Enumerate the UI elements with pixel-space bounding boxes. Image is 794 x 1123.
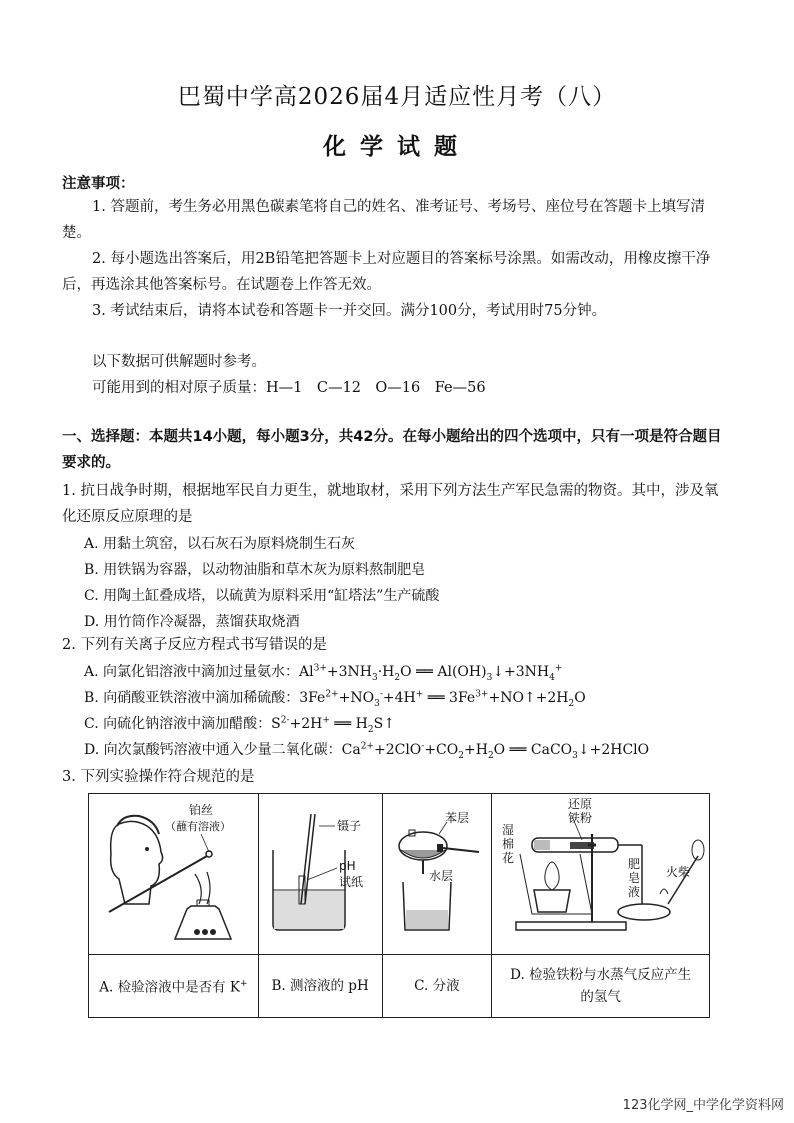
figure-b-cell xyxy=(258,794,382,955)
question-3-stem: 3. 下列实验操作符合规范的是 xyxy=(62,769,255,785)
question-2-option-a-equation: $Al^{3+}+3NH_3\cdot H_2O$ ══ $Al(OH)_3↓+3NH_4^+$ xyxy=(299,663,563,683)
question-1-option-a: A. 用黏土筑窑，以石灰石为原料烧制生石灰 xyxy=(84,536,356,552)
label-test-paper: 试纸 xyxy=(338,875,363,889)
question-2-option-a-text: A. 向氯化铝溶液中滴加过量氨水： xyxy=(84,664,300,680)
question-2-option-d-equation: $Ca^{2+}+2ClO^-+CO_2+H_2O$ ══ CaCO$_3$↓+2HClO xyxy=(341,741,650,761)
notice-item-2: 2. 每小题选出答案后，用2B铅笔把答题卡上对应题目的答案标号涂黑。如需改动，用橡皮擦干净后，再选涂其他答案标号。在试题卷上作答无效。 xyxy=(62,251,711,293)
exam-title: 巴蜀中学高2026届4月适应性月考（八） xyxy=(177,84,617,110)
caption-d-line-2: 的氢气 xyxy=(580,989,621,1005)
label-soap-3: 液 xyxy=(628,885,641,899)
label-dipped-solution: （蘸有溶液） xyxy=(165,820,231,833)
label-ph: pH xyxy=(338,859,356,873)
caption-d xyxy=(492,955,710,1018)
label-flower: 花 xyxy=(502,851,515,865)
notice-item-3: 3. 考试结束后，请将本试卷和答题卡一并交回。满分100分，考试用时75分钟。 xyxy=(92,303,607,319)
label-wet: 湿 xyxy=(502,823,515,837)
question-2-option-c-text: C. 向硫化钠溶液中滴加醋酸： xyxy=(84,716,272,732)
notice-heading: 注意事项： xyxy=(62,176,135,192)
figure-b-ph-test xyxy=(259,794,381,950)
data-note-line-1: 以下数据可供解题时参考。 xyxy=(92,354,266,370)
figure-a-flame-test xyxy=(89,794,257,950)
question-2-option-c xyxy=(84,713,395,735)
label-soap-1: 肥 xyxy=(628,857,641,871)
figure-c-cell xyxy=(382,794,492,955)
question-2-option-b-equation: $3Fe^{2+}+NO_3^-+4H^+$ ══ $3Fe^{3+}+NO↑+2H_2O$ xyxy=(299,689,586,709)
label-platinum-wire: 铂丝 xyxy=(189,803,214,817)
question-1-option-c: C. 用陶土缸叠成塔，以硫黄为原料采用“缸塔法”生产硫酸 xyxy=(84,588,440,604)
question-2-option-a xyxy=(84,661,562,683)
experiment-table xyxy=(88,793,710,1018)
caption-a-text: A. 检验溶液中是否有 K xyxy=(99,979,240,996)
label-match: 火柴 xyxy=(666,865,691,879)
figure-d-iron-steam xyxy=(492,794,708,950)
question-1-stem: 1. 抗日战争时期，根据地军民自力更生，就地取材，采用下列方法生产军民急需的物资。其中，涉及氧化还原反应原理的是 xyxy=(62,483,719,525)
exam-subtitle: 化学试题 xyxy=(323,133,471,160)
caption-a-sup: + xyxy=(239,979,248,990)
label-cotton: 棉 xyxy=(502,837,515,851)
figure-d-cell xyxy=(492,794,710,955)
label-water-layer: 水层 xyxy=(428,869,453,883)
label-soap-2: 皂 xyxy=(628,871,641,885)
label-reduced: 还原 xyxy=(568,797,593,811)
section-1-heading: 一、选择题：本题共14小题，每小题3分，共42分。在每小题给出的四个选项中，只有一项是符合题目要求的。 xyxy=(62,429,722,471)
data-note-line-2: 可能用到的相对原子质量：H—1 C—12 O—16 Fe—56 xyxy=(92,380,486,396)
question-2-option-d xyxy=(84,739,649,761)
question-2-option-c-equation: $S^{2-}+2H^+$ ══ $H_2S↑$ xyxy=(271,715,395,735)
figure-a-cell xyxy=(89,794,259,955)
question-2-option-b xyxy=(84,687,586,709)
question-1-option-d: D. 用竹筒作冷凝器，蒸馏获取烧酒 xyxy=(84,614,300,630)
label-iron-powder: 铁粉 xyxy=(568,811,593,825)
label-benzene-layer: 苯层 xyxy=(444,811,469,825)
question-1-option-b: B. 用铁锅为容器，以动物油脂和草木灰为原料熬制肥皂 xyxy=(84,562,426,578)
label-tweezers: 镊子 xyxy=(336,819,361,833)
notice-item-1: 1. 答题前，考生务必用黑色碳素笔将自己的姓名、准考证号、考场号、座位号在答题卡上填写清楚。 xyxy=(62,199,705,241)
caption-b: B. 测溶液的 pH xyxy=(258,955,382,1018)
question-2-option-d-text: D. 向次氯酸钙溶液中通入少量二氧化碳： xyxy=(84,742,342,758)
figure-c-separation xyxy=(383,794,491,950)
question-2-stem: 2. 下列有关离子反应方程式书写错误的是 xyxy=(62,637,327,653)
caption-a xyxy=(89,955,259,1018)
caption-d-line-1: D. 检验铁粉与水蒸气反应产生 xyxy=(510,967,692,983)
question-2-option-b-text: B. 向硝酸亚铁溶液中滴加稀硫酸： xyxy=(84,690,300,706)
caption-c: C. 分液 xyxy=(382,955,492,1018)
footer-watermark: 123化学网_中学化学资料网 xyxy=(622,1098,784,1113)
